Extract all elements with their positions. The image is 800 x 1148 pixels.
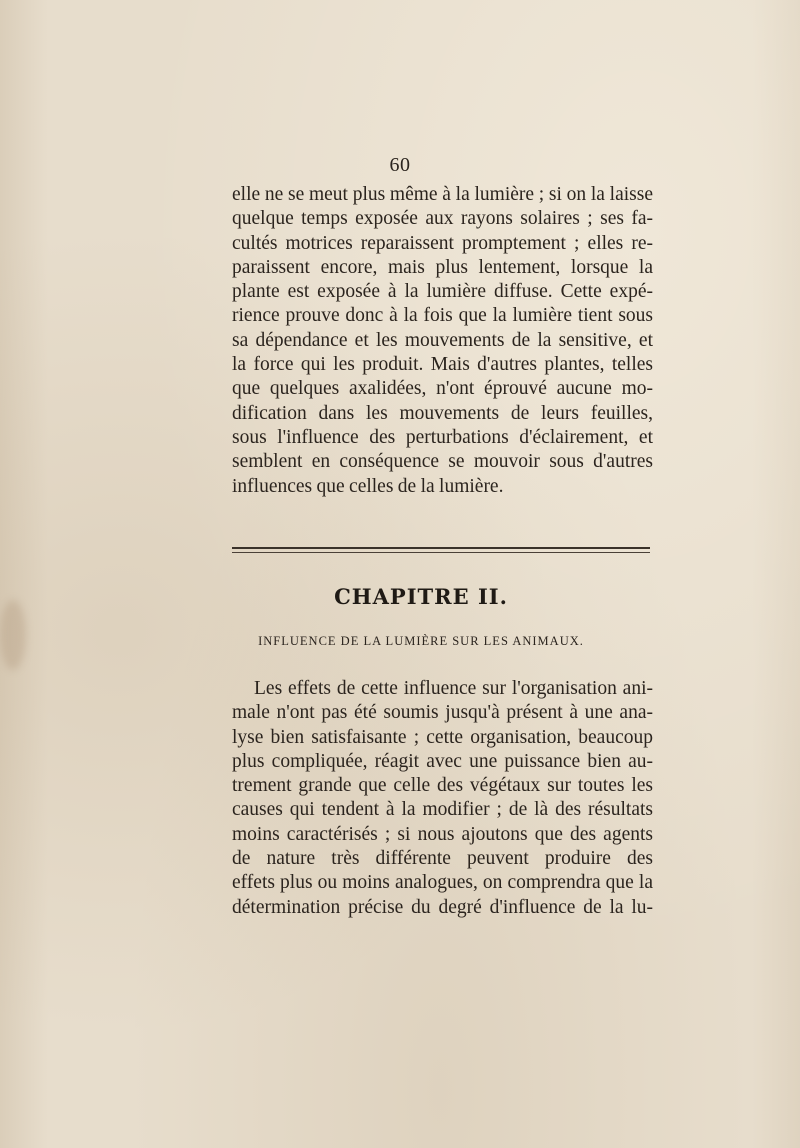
text-line: quelque temps exposée aux rayons solaires ; ses fa-: [232, 208, 653, 230]
text-line: la force qui les produit. Mais d'autres plantes, telles: [232, 354, 653, 376]
divider-thick-line: [232, 547, 650, 549]
text-line: influences que celles de la lumière.: [232, 475, 504, 497]
text-line: elle ne se meut plus même à la lumière ; si on la laisse: [232, 184, 653, 205]
text-line: cultés motrices reparaissent promptement ; elles re-: [232, 232, 653, 254]
text-line: sa dépendance et les mouvements de la sensitive, et: [232, 329, 653, 351]
text-line: moins caractérisés ; si nous ajoutons que des agents: [232, 823, 653, 845]
paragraph-1: [232, 183, 653, 499]
chapter-subtitle: INFLUENCE DE LA LUMIÈRE SUR LES ANIMAUX.: [258, 634, 584, 648]
text-line: effets plus ou moins analogues, on comprendra que la: [232, 872, 653, 894]
text-line: dification dans les mouvements de leurs feuilles,: [232, 402, 653, 424]
page-number: 60: [389, 154, 411, 176]
text-line: sous l'influence des perturbations d'éclairement, et: [232, 426, 653, 448]
section-divider: [232, 547, 650, 553]
text-line: lyse bien satisfaisante ; cette organisation, beaucoup: [232, 726, 653, 748]
text-line: détermination précise du degré d'influence de la lu-: [232, 896, 653, 918]
text-line: rience prouve donc à la fois que la lumière tient sous: [232, 305, 653, 327]
text-line: Les effets de cette influence sur l'organisation ani-: [254, 678, 653, 699]
divider-thin-line: [232, 552, 650, 553]
text-line: causes qui tendent à la modifier ; de là des résultats: [232, 799, 653, 821]
text-line: plus compliquée, réagit avec une puissance bien au-: [232, 750, 653, 772]
chapter-title: CHAPITRE II.: [334, 584, 508, 609]
text-line: male n'ont pas été soumis jusqu'à présent à une ana-: [232, 702, 653, 724]
text-line: plante est exposée à la lumière diffuse. Cette expé-: [232, 281, 653, 303]
paragraph-2: [232, 677, 653, 920]
text-line: paraissent encore, mais plus lentement, lorsque la: [232, 256, 653, 278]
text-line: de nature très différente peuvent produire des: [232, 848, 653, 870]
text-line: semblent en conséquence se mouvoir sous d'autres: [232, 451, 653, 473]
text-line: trement grande que celle des végétaux sur toutes les: [232, 775, 653, 797]
text-line: que quelques axalidées, n'ont éprouvé aucune mo-: [232, 378, 653, 400]
